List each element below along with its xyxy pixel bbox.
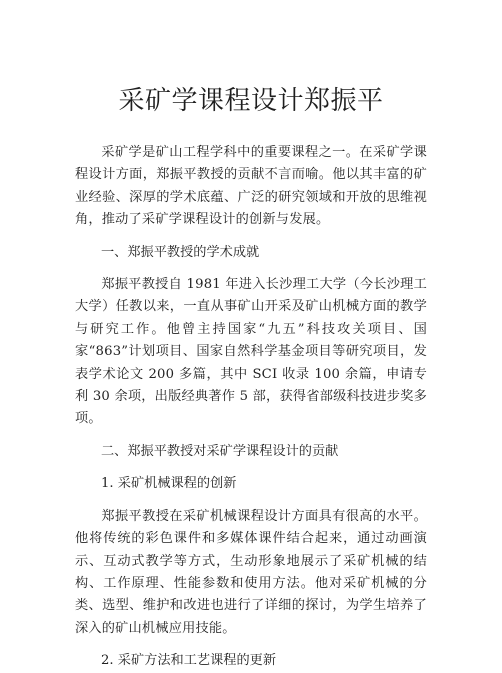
subsection-heading-1: 1. 采矿机械课程的创新: [101, 476, 237, 492]
section-heading-1: 一、郑振平教授的学术成就: [101, 244, 260, 260]
subsection-heading-2: 2. 采矿方法和工艺课程的更新: [101, 653, 277, 669]
section-heading-2: 二、郑振平教授对采矿学课程设计的贡献: [101, 443, 339, 459]
section-1-paragraph: 郑振平教授自 1981 年进入长沙理工大学（今长沙理工大学）任教以来，一直从事矿山开采及矿山机械方面的教学与研究工作。他曾主持国家“九五”科技攻关项目、国家“863”计划项目、国家自然科学基金项目等研究项目，发表学术论文 200 多篇，其中 SCI 收录 100 余篇，申请专利 30 余项，出版经典著作 5 部，获得省部级科技进步奖多项。: [75, 277, 427, 427]
subsection-1-paragraph: 郑振平教授在采矿机械课程设计方面具有很高的水平。他将传统的彩色课件和多媒体课件结合起来，通过动画演示、互动式教学等方式，生动形象地展示了采矿机械的结构、工作原理、性能参数和使用方法。他对采矿机械的分类、选型、维护和改进也进行了详细的探讨，为学生培养了深入的矿山机械应用技能。: [75, 508, 427, 636]
document-title: 采矿学课程设计郑振平: [118, 86, 384, 116]
intro-paragraph: 采矿学是矿山工程学科中的重要课程之一。在采矿学课程设计方面，郑振平教授的贡献不言而喻。他以其丰富的矿业经验、深厚的学术底蕴、广泛的研究领域和开放的思维视角，推动了采矿学课程设计的创新与发展。: [75, 145, 427, 228]
